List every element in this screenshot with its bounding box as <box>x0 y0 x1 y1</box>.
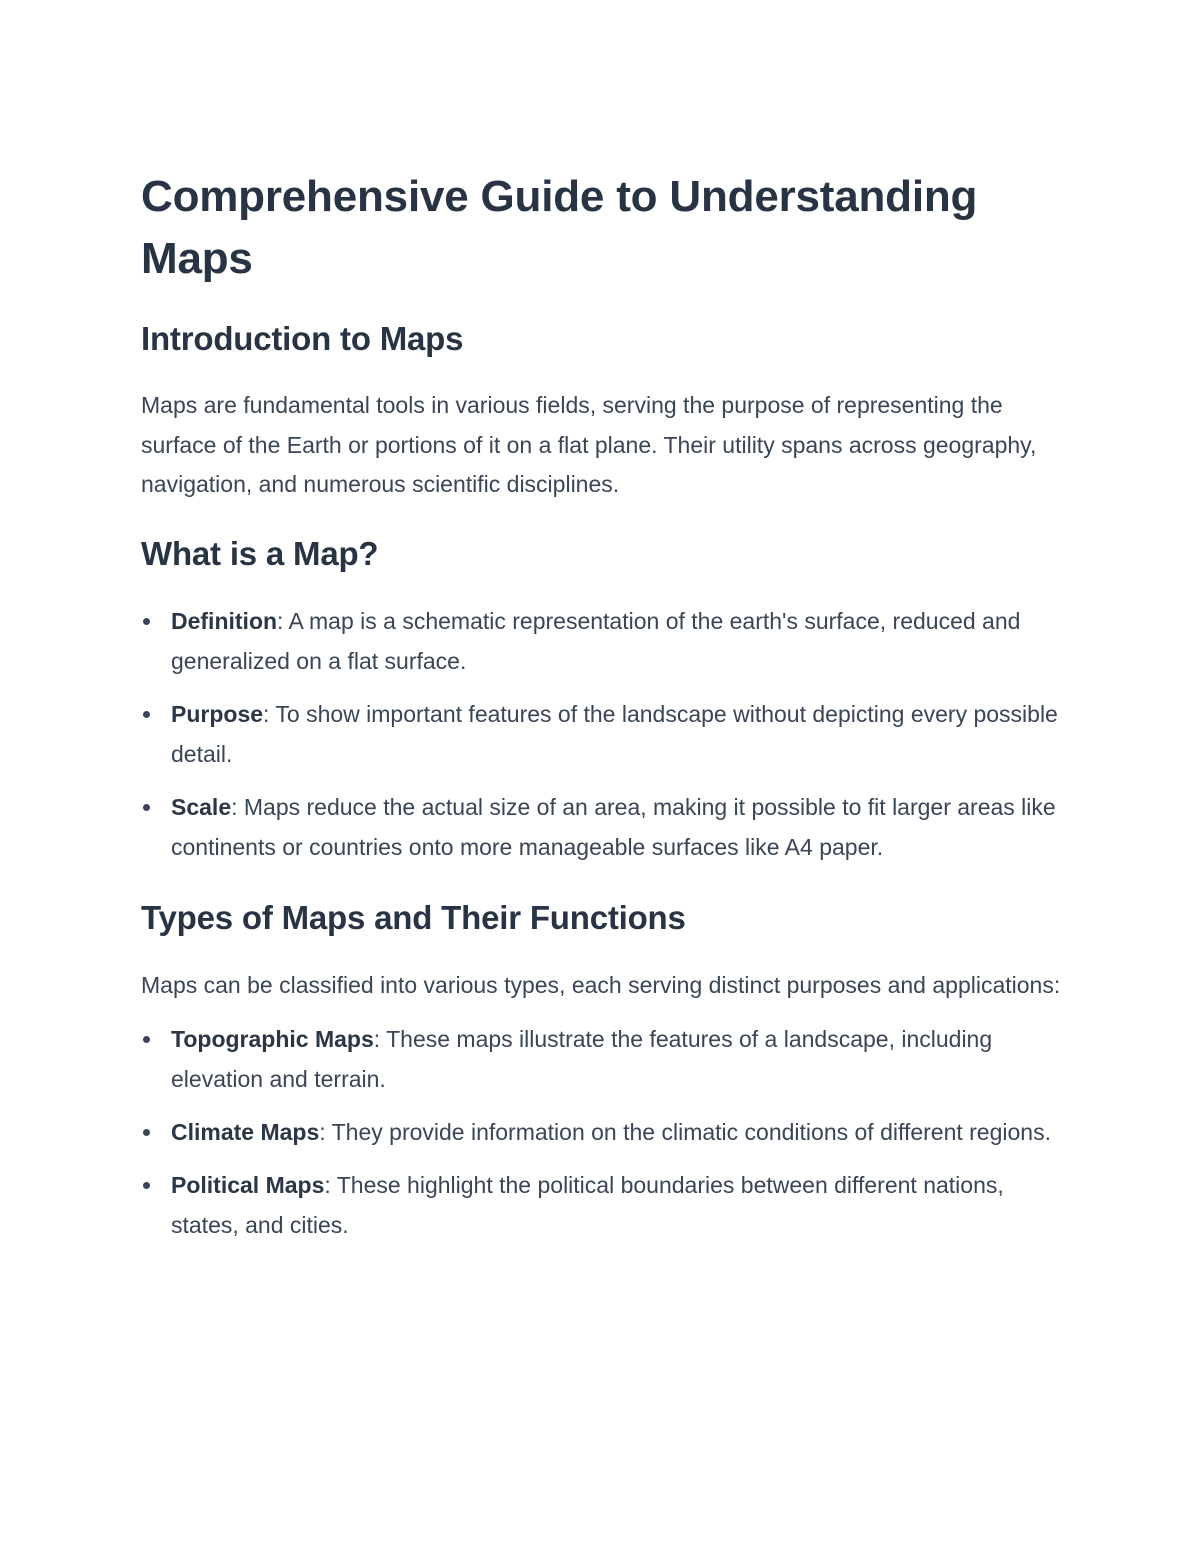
page-title: Comprehensive Guide to Understanding Maps <box>141 172 978 283</box>
list-item-term: Climate Maps <box>171 1119 320 1145</box>
list-item-text: : They provide information on the climatic conditions of different regions. <box>319 1119 1051 1145</box>
types-of-maps-list <box>141 1019 1061 1245</box>
document-page <box>141 166 1061 1258</box>
list-item-text: : These maps illustrate the features of a landscape, including elevation and terrain. <box>171 1026 993 1092</box>
types-paragraph: Maps can be classified into various types, each serving distinct purposes and applications: <box>141 971 1061 998</box>
what-is-a-map-list <box>141 601 1061 867</box>
list-item-term: Topographic Maps <box>171 1026 374 1052</box>
list-item-term: Scale <box>171 793 232 820</box>
section-heading-what-is-a-map: What is a Map? <box>141 534 379 572</box>
list-item <box>141 787 1061 867</box>
bullet-icon <box>143 804 150 811</box>
section-heading-types-of-maps: Types of Maps and Their Functions <box>141 898 686 936</box>
bullet-icon <box>143 1036 150 1043</box>
list-item-text: : Maps reduce the actual size of an area, making it possible to fit larger areas like continents or countries onto more manageable surfaces like A4 paper. <box>171 793 1056 860</box>
list-item <box>141 1112 1061 1152</box>
list-item <box>141 1019 1061 1099</box>
list-item-term: Political Maps <box>171 1172 325 1198</box>
list-item <box>141 601 1061 681</box>
list-item-term: Definition <box>171 607 278 634</box>
bullet-icon <box>143 618 150 625</box>
section-heading-intro: Introduction to Maps <box>141 320 464 357</box>
list-item-text: : A map is a schematic representation of the earth's surface, reduced and generalized on a flat surface. <box>171 607 1021 674</box>
list-item <box>141 694 1061 774</box>
intro-paragraph: Maps are fundamental tools in various fields, serving the purpose of representing the surface of the Earth or portions of it on a flat plane. Their utility spans across geography, navigation, and numerous scientific disciplines. <box>141 392 1037 497</box>
list-item <box>141 1165 1061 1245</box>
bullet-icon <box>143 711 150 718</box>
bullet-icon <box>143 1129 150 1136</box>
list-item-text: : These highlight the political boundaries between different nations, states, and cities. <box>171 1172 1004 1238</box>
list-item-term: Purpose <box>171 700 264 727</box>
list-item-text: : To show important features of the landscape without depicting every possible detail. <box>171 700 1058 767</box>
bullet-icon <box>143 1182 150 1189</box>
